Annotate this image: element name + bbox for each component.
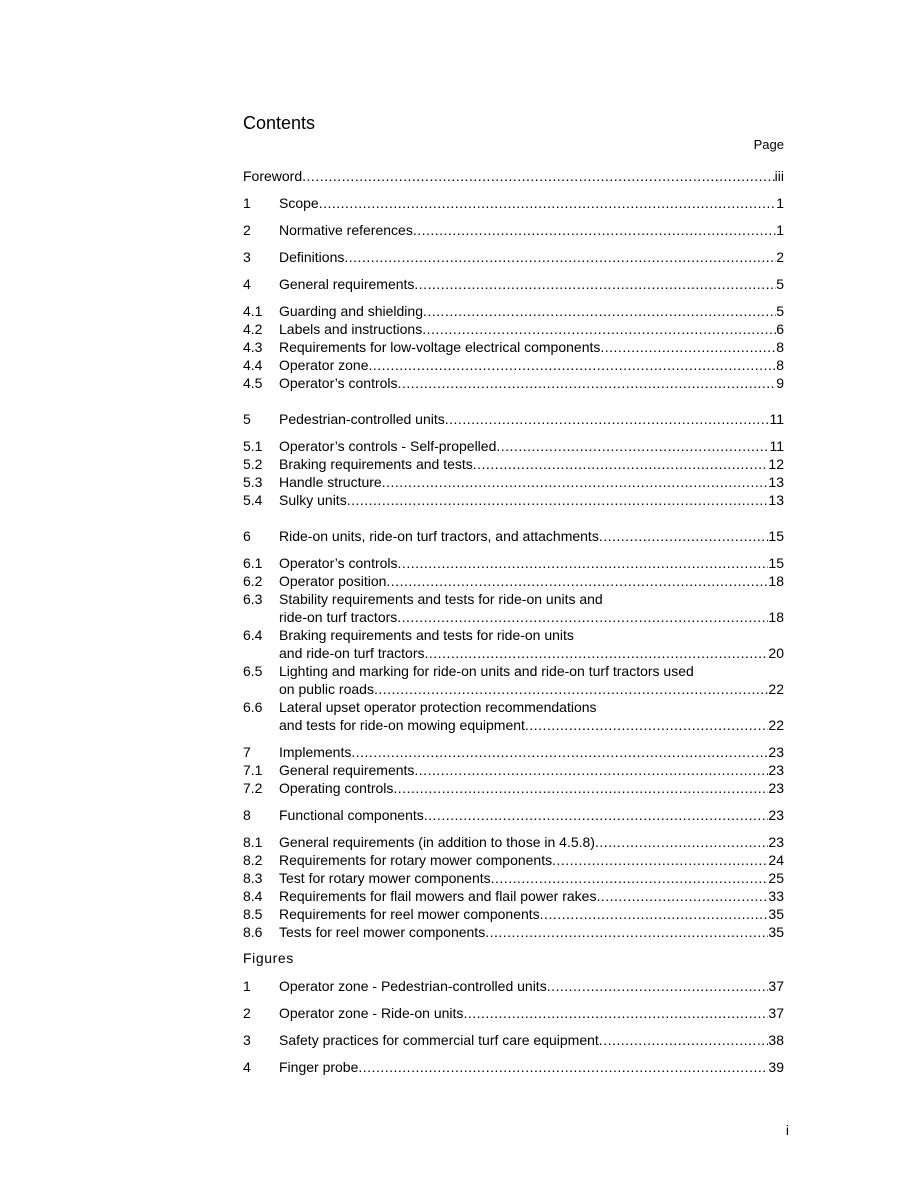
dot-leader: [414, 761, 768, 779]
toc-entry-title: Tests for reel mower components: [279, 924, 486, 940]
toc-entry-number: 7: [243, 744, 251, 760]
dot-leader: [463, 1004, 768, 1022]
toc-entry-number: 4.1: [243, 303, 263, 319]
toc-entry-page: 6: [776, 321, 784, 337]
toc-entry-title: Normative references: [279, 222, 413, 238]
toc-entry-title: Requirements for reel mower components: [279, 906, 540, 922]
toc-entry-title: Handle structure: [279, 474, 382, 490]
toc-entry-title: Requirements for flail mowers and flail power rakes: [279, 888, 597, 904]
toc-entry-number: 5: [243, 411, 251, 427]
toc-entry[interactable]: [243, 644, 784, 662]
dot-leader: [485, 923, 768, 941]
figure-entry[interactable]: [243, 1031, 784, 1049]
toc-entry-page: 22: [768, 717, 784, 733]
toc-entry[interactable]: [243, 698, 784, 716]
toc-entry-page: 1: [776, 195, 784, 211]
dot-leader: [547, 977, 769, 995]
toc-entry-page: iii: [774, 168, 784, 184]
toc-entry[interactable]: [243, 590, 784, 608]
dot-leader: [599, 1031, 769, 1049]
dot-leader: [552, 851, 768, 869]
toc-entry-page: 18: [768, 573, 784, 589]
dot-leader: [425, 644, 769, 662]
toc-entry-number: 6.2: [243, 573, 263, 589]
dot-leader: [398, 374, 777, 392]
toc-entry[interactable]: [243, 743, 784, 761]
figure-entry-number: 3: [243, 1032, 251, 1048]
toc-entry[interactable]: [243, 455, 784, 473]
dot-leader: [302, 167, 775, 185]
dot-leader: [445, 410, 770, 428]
toc-entry[interactable]: [243, 320, 784, 338]
toc-entry-page: 9: [776, 375, 784, 391]
toc-entry[interactable]: [243, 167, 784, 185]
toc-entry[interactable]: [243, 194, 784, 212]
dot-leader: [491, 869, 769, 887]
dot-leader: [414, 275, 776, 293]
toc-entry-title: Functional components: [279, 807, 424, 823]
toc-entry-title: Sulky units: [279, 492, 347, 508]
figure-entry[interactable]: [243, 1058, 784, 1076]
toc-entry[interactable]: [243, 275, 784, 293]
toc-entry-number: 8.6: [243, 924, 263, 940]
toc-entry-number: 6.5: [243, 663, 263, 679]
figure-entry-title: Safety practices for commercial turf care equipment: [279, 1032, 599, 1048]
figure-entry-page: 37: [768, 978, 784, 994]
toc-entry-number: 6.1: [243, 555, 263, 571]
toc-entry[interactable]: [243, 923, 784, 941]
toc-entry-page: 35: [768, 924, 784, 940]
toc-entry-number: 7.2: [243, 780, 263, 796]
toc-entry-page: 25: [768, 870, 784, 886]
toc-entry-number: 8.2: [243, 852, 263, 868]
toc-entry-page: 1: [776, 222, 784, 238]
toc-entry[interactable]: [243, 833, 784, 851]
toc-entry[interactable]: [243, 716, 784, 734]
toc-entry-number: 8.1: [243, 834, 263, 850]
toc-entry-title: General requirements: [279, 762, 415, 778]
dot-leader: [393, 779, 768, 797]
toc-entry-title: Stability requirements and tests for ride-on units and: [279, 591, 603, 607]
toc-entry-title: Implements: [279, 744, 352, 760]
toc-entry-page: 35: [768, 906, 784, 922]
toc-entry-page: 11: [769, 438, 784, 454]
toc-entry[interactable]: [243, 302, 784, 320]
toc-entry[interactable]: [243, 779, 784, 797]
toc-entry-page: 23: [768, 807, 784, 823]
toc-entry-number: 4.5: [243, 375, 263, 391]
toc-entry[interactable]: [243, 572, 784, 590]
toc-entry-page: 8: [776, 357, 784, 373]
toc-entry-number: 2: [243, 222, 251, 238]
toc-entry-number: 6.3: [243, 591, 263, 607]
toc-entry-number: 6.4: [243, 627, 263, 643]
toc-entry-title: and tests for ride-on mowing equipment: [279, 717, 525, 733]
toc-entry[interactable]: [243, 608, 784, 626]
toc-entry-page: 18: [768, 609, 784, 625]
figure-entry-title: Operator zone - Pedestrian-controlled units: [279, 978, 547, 994]
figure-entry-number: 1: [243, 978, 251, 994]
figure-entry-page: 38: [768, 1032, 784, 1048]
dot-leader: [496, 437, 769, 455]
toc-entry-title: Definitions: [279, 249, 345, 265]
toc-entry-title: on public roads: [279, 681, 374, 697]
toc-entry[interactable]: [243, 554, 784, 572]
toc-entry[interactable]: [243, 662, 784, 680]
toc-entry[interactable]: [243, 248, 784, 266]
toc-entry[interactable]: [243, 806, 784, 824]
toc-entry-title: Operator zone: [279, 357, 369, 373]
toc-entry-number: 3: [243, 249, 251, 265]
toc-entry-number: 4.3: [243, 339, 263, 355]
figure-entry[interactable]: [243, 1004, 784, 1022]
toc-entry-page: 33: [768, 888, 784, 904]
toc-entry-title: General requirements (in addition to those in 4.5.8): [279, 834, 595, 850]
toc-entry-title: Lighting and marking for ride-on units and ride-on turf tractors used: [279, 663, 694, 679]
toc-entry-page: 11: [769, 411, 784, 427]
toc-entry[interactable]: [243, 869, 784, 887]
toc-entry-page: 12: [768, 456, 784, 472]
dot-leader: [599, 527, 769, 545]
figure-entry-title: Finger probe: [279, 1059, 359, 1075]
toc-entry-number: 5.3: [243, 474, 263, 490]
toc-entry-page: 2: [776, 249, 784, 265]
dot-leader: [347, 491, 769, 509]
toc-entry-title: Foreword: [243, 168, 303, 184]
toc-entry-number: 1: [243, 195, 251, 211]
toc-entry-title: Requirements for low-voltage electrical components: [279, 339, 601, 355]
toc-entry-title: Operator position: [279, 573, 387, 589]
toc-entry-page: 15: [768, 555, 784, 571]
toc-entry[interactable]: [243, 473, 784, 491]
toc-entry-page: 8: [776, 339, 784, 355]
figure-entry-number: 4: [243, 1059, 251, 1075]
dot-leader: [369, 356, 777, 374]
dot-leader: [397, 608, 768, 626]
toc-entry-page: 5: [776, 276, 784, 292]
toc-entry-title: Braking requirements and tests for ride-on units: [279, 627, 574, 643]
dot-leader: [344, 248, 776, 266]
toc-entry-title: Labels and instructions: [279, 321, 423, 337]
toc-entry-number: 8.5: [243, 906, 263, 922]
toc-entry-page: 20: [768, 645, 784, 661]
toc-entry-page: 23: [768, 744, 784, 760]
dot-leader: [413, 221, 776, 239]
toc-entry-title: Operator’s controls: [279, 375, 398, 391]
dot-leader: [422, 320, 776, 338]
toc-entry[interactable]: [243, 437, 784, 455]
contents-title: Contents: [243, 113, 316, 133]
figure-entry-title: Operator zone - Ride-on units: [279, 1005, 464, 1021]
toc-entry-number: 5.4: [243, 492, 263, 508]
dot-leader: [525, 716, 769, 734]
toc-entry-number: 8: [243, 807, 251, 823]
toc-entry-title: Operator’s controls - Self-propelled: [279, 438, 497, 454]
toc-entry[interactable]: [243, 356, 784, 374]
page-number: i: [785, 1122, 789, 1138]
toc-entry[interactable]: [243, 851, 784, 869]
toc-entry-number: 8.3: [243, 870, 263, 886]
toc-entry-title: Scope: [279, 195, 319, 211]
toc-entry-title: Pedestrian-controlled units: [279, 411, 445, 427]
dot-leader: [595, 833, 768, 851]
toc-entry-title: Operator’s controls: [279, 555, 398, 571]
dot-leader: [319, 194, 777, 212]
dot-leader: [424, 806, 769, 824]
figure-entry-page: 39: [768, 1059, 784, 1075]
toc-entry-number: 4: [243, 276, 251, 292]
toc-entry-number: 4.4: [243, 357, 263, 373]
figures-heading: Figures: [243, 950, 294, 966]
toc-entry[interactable]: [243, 527, 784, 545]
dot-leader: [374, 680, 768, 698]
toc-entry-title: ride-on turf tractors: [279, 609, 398, 625]
toc-entry[interactable]: [243, 887, 784, 905]
toc-entry-page: 15: [768, 528, 784, 544]
toc-entry-title: and ride-on turf tractors: [279, 645, 425, 661]
toc-entry-number: 5.2: [243, 456, 263, 472]
toc-entry-page: 23: [768, 762, 784, 778]
page-column-label: Page: [753, 137, 784, 152]
figure-entry-number: 2: [243, 1005, 251, 1021]
dot-leader: [540, 905, 769, 923]
dot-leader: [358, 1058, 768, 1076]
dot-leader: [382, 473, 769, 491]
dot-leader: [473, 455, 769, 473]
toc-entry[interactable]: [243, 338, 784, 356]
toc-entry[interactable]: [243, 761, 784, 779]
toc-entry-number: 4.2: [243, 321, 263, 337]
toc-entry[interactable]: [243, 680, 784, 698]
toc-entry-title: Test for rotary mower components: [279, 870, 491, 886]
toc-entry-number: 8.4: [243, 888, 263, 904]
toc-entry[interactable]: [243, 410, 784, 428]
toc-entry[interactable]: [243, 374, 784, 392]
dot-leader: [386, 572, 768, 590]
toc-entry-number: 5.1: [243, 438, 263, 454]
dot-leader: [398, 554, 769, 572]
dot-leader: [596, 887, 768, 905]
figure-entry-page: 37: [768, 1005, 784, 1021]
dot-leader: [351, 743, 768, 761]
toc-entry-title: Ride-on units, ride-on turf tractors, and attachments: [279, 528, 599, 544]
toc-entry-number: 7.1: [243, 762, 263, 778]
toc-entry-page: 13: [768, 492, 784, 508]
toc-entry-title: General requirements: [279, 276, 415, 292]
toc-entry[interactable]: [243, 491, 784, 509]
figure-entry[interactable]: [243, 977, 784, 995]
toc-entry-page: 5: [776, 303, 784, 319]
toc-entry-title: Guarding and shielding: [279, 303, 423, 319]
toc-entry[interactable]: [243, 221, 784, 239]
toc-entry-title: Operating controls: [279, 780, 394, 796]
dot-leader: [423, 302, 776, 320]
toc-entry-title: Braking requirements and tests: [279, 456, 473, 472]
dot-leader: [600, 338, 776, 356]
toc-entry[interactable]: [243, 905, 784, 923]
toc-entry-page: 23: [768, 780, 784, 796]
toc-entry-page: 24: [768, 852, 784, 868]
toc-entry-title: Requirements for rotary mower components: [279, 852, 553, 868]
toc-entry-number: 6: [243, 528, 251, 544]
toc-entry-number: 6.6: [243, 699, 263, 715]
toc-entry-page: 22: [768, 681, 784, 697]
toc-entry-page: 23: [768, 834, 784, 850]
toc-entry-title: Lateral upset operator protection recommendations: [279, 699, 597, 715]
toc-entry[interactable]: [243, 626, 784, 644]
toc-entry-page: 13: [768, 474, 784, 490]
